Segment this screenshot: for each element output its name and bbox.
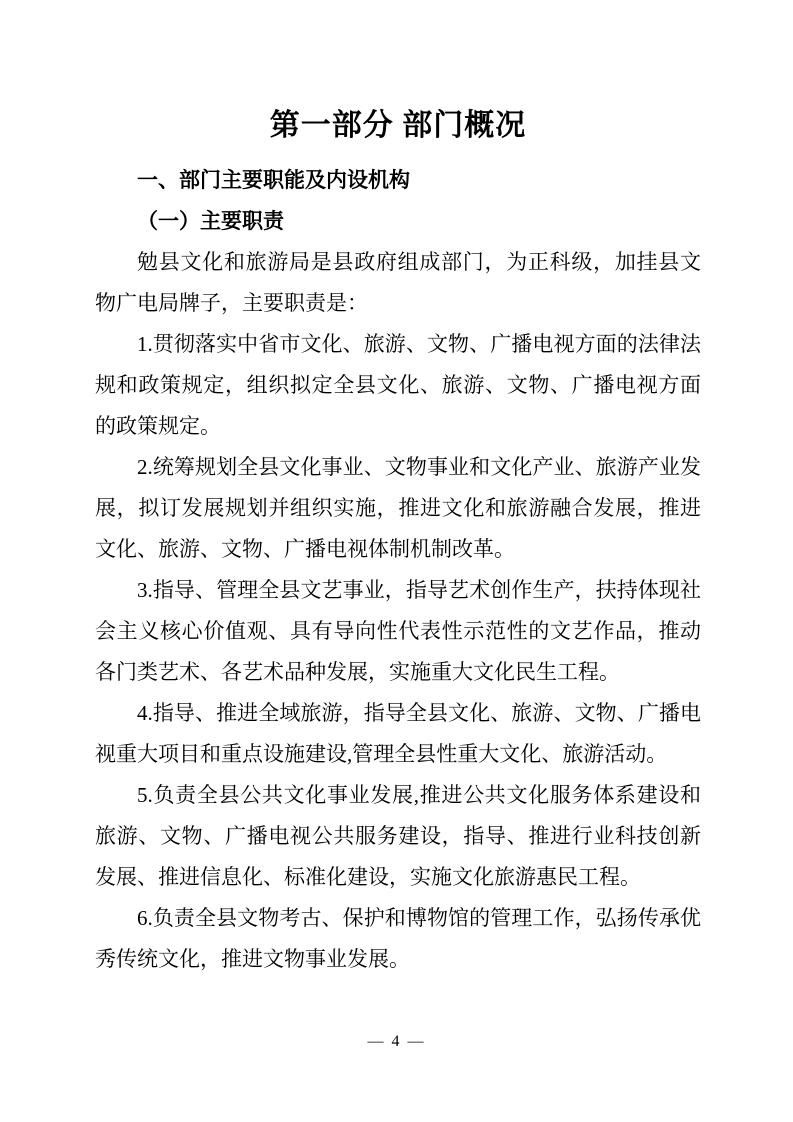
body-paragraph: 3.指导、管理全县文艺事业，指导艺术创作生产，扶持体现社会主义核心价值观、具有导向性代表性示范性的文艺作品，推动各门类艺术、各艺术品种发展，实施重大文化民生工程。 [95,578,701,684]
body-paragraph: 勉县文化和旅游局是县政府组成部门，为正科级，加挂县文物广电局牌子，主要职责是： [95,250,701,315]
body-paragraph: 5.负责全县公共文化事业发展,推进公共文化服务体系建设和旅游、文物、广播电视公共服务建设，指导、推进行业科技创新发展、推进信息化、标准化建设，实施文化旅游惠民工程。 [95,783,701,889]
document-content [95,104,701,980]
subsection-heading: （一）主要职责 [137,209,284,233]
document-title: 第一部分 部门概况 [269,109,527,142]
body-paragraph: 6.负责全县文物考古、保护和博物馆的管理工作，弘扬传承优秀传统文化，推进文物事业发展。 [95,906,701,971]
body-text [95,242,701,980]
page-number: — 4 — [367,1033,426,1050]
body-paragraph: 4.指导、推进全域旅游，指导全县文化、旅游、文物、广播电视重大项目和重点设施建设,管理全县性重大文化、旅游活动。 [95,701,701,766]
page-footer [0,1033,793,1051]
body-paragraph: 2.统筹规划全县文化事业、文物事业和文化产业、旅游产业发展，拟订发展规划并组织实施，推进文化和旅游融合发展，推进文化、旅游、文物、广播电视体制机制改革。 [95,455,701,561]
section-heading: 一、部门主要职能及内设机构 [137,169,410,192]
body-paragraph: 1.贯彻落实中省市文化、旅游、文物、广播电视方面的法律法规和政策规定，组织拟定全县文化、旅游、文物、广播电视方面的政策规定。 [95,332,701,438]
